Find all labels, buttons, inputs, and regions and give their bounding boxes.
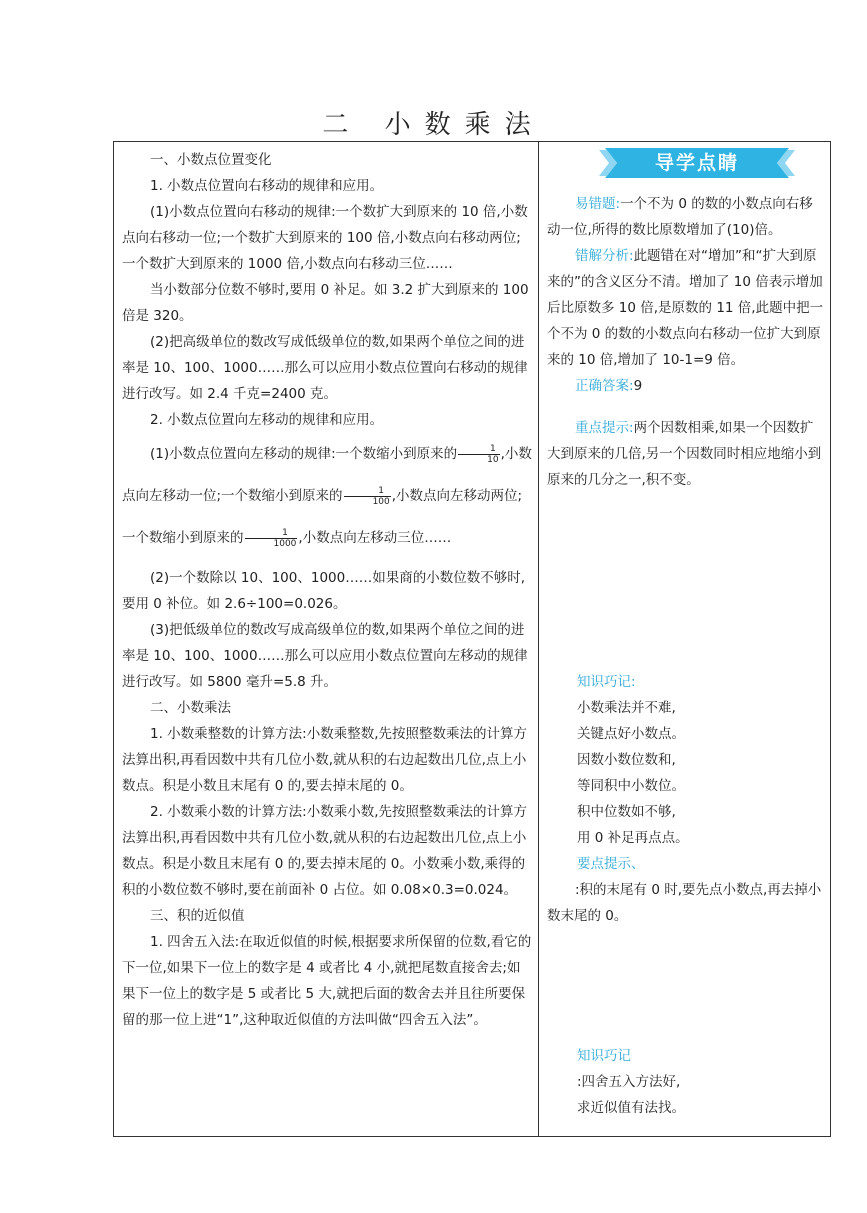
mnemonic-line: 求近似值有法找。 xyxy=(577,1100,685,1116)
correct-answer-label: 正确答案: xyxy=(575,378,634,394)
fraction-1-10: $\frac{1}{10}$ xyxy=(458,444,499,465)
mnemonic-line: 小数乘法并不难, xyxy=(577,700,676,716)
mnemonic-label-1: 知识巧记: xyxy=(577,674,636,690)
fraction-1-100: $\frac{1}{100}$ xyxy=(344,486,391,507)
error-question-text: 一个不为 0 的数的小数点向右移动一位,所得的数比原数增加了(10)倍。 xyxy=(547,196,813,238)
section-heading-3: 三、积的近似值 xyxy=(150,908,245,924)
key-point-text: :积的末尾有 0 时,要先点小数点,再去掉小数末尾的 0。 xyxy=(547,882,822,924)
section-heading-1: 一、小数点位置变化 xyxy=(150,152,272,168)
mnemonic-line: 等同积中小数位。 xyxy=(577,778,685,794)
paragraph-4-part-a: (1)小数点位置向左移动的规律:一个数缩小到原来的 xyxy=(150,446,458,462)
page-title: 二 小数乘法 xyxy=(322,110,545,140)
subheading-2: 2. 小数点位置向左移动的规律和应用。 xyxy=(150,412,384,428)
mnemonic-line: :四舍五入方法好, xyxy=(577,1074,681,1090)
key-tip-label: 重点提示: xyxy=(575,420,634,436)
paragraph-7: 1. 小数乘整数的计算方法:小数乘整数,先按照整数乘法的计算方法算出积,再看因数中共有几位小数,就从积的右边起数出几位,点上小数点。积是小数且末尾有 0 的,要去掉末尾的 0。 xyxy=(122,726,528,794)
tips-column-top xyxy=(547,191,825,493)
correct-answer-value: 9 xyxy=(633,378,643,394)
paragraph-5: (2)一个数除以 10、100、1000……如果商的小数位数不够时,要用 0 补位。如 2.6÷100=0.026。 xyxy=(122,570,526,612)
key-point-label: 要点提示、 xyxy=(577,856,645,872)
mnemonic-line: 关键点好小数点。 xyxy=(577,726,685,742)
error-analysis-text: 此题错在对“增加”和“扩大到原来的”的含义区分不清。增加了 10 倍表示增加后比原数多 10 倍,是原数的 11 倍,此题中把一个不为 0 的数的小数点向右移动一位扩大到原来的 10 倍,增加了 10-1=9 倍。 xyxy=(547,248,824,368)
paragraph-3: (2)把高级单位的数改写成低级单位的数,如果两个单位之间的进率是 10、100、1000……那么可以应用小数点位置向右移动的规律进行改写。如 2.4 千克=2400 克。 xyxy=(122,334,528,402)
error-question-label: 易错题: xyxy=(575,196,621,212)
knowledge-column xyxy=(122,147,532,1033)
mnemonic-label-2: 知识巧记 xyxy=(577,1048,631,1064)
paragraph-4-part-b: ,小数点向左移动一位;一个数缩小到原来的 xyxy=(122,446,532,504)
paragraph-4 xyxy=(122,433,532,559)
paragraph-9: 1. 四舍五入法:在取近似值的时候,根据要求所保留的位数,看它的下一位,如果下一位上的数字是 4 或者比 4 小,就把尾数直接舍去;如果下一位上的数字是 5 或者比 5 大,就把后面的数舍去并且往所要保留的那一位上进“1”,这种取近似值的方法叫做“四舍五入法”。 xyxy=(122,934,532,1028)
paragraph-4-part-d: ,小数点向左移动三位…… xyxy=(298,530,452,546)
paragraph-8: 2. 小数乘小数的计算方法:小数乘小数,先按照整数乘法的计算方法算出积,再看因数中共有几位小数,就从积的右边起数出几位,点上小数点。积是小数且末尾有 0 的,要去掉末尾的 0。小数乘小数,乘得的积的小数位数不够时,要在前面补 0 占位。如 0.08×0.3=0.024。 xyxy=(122,804,528,898)
guide-banner xyxy=(597,146,797,180)
mnemonic-line: 用 0 补足再点点。 xyxy=(577,830,689,846)
subheading-1: 1. 小数点位置向右移动的规律和应用。 xyxy=(150,178,384,194)
column-divider xyxy=(538,141,539,1137)
tips-column-middle xyxy=(547,669,825,929)
mnemonic-line: 积中位数如不够, xyxy=(577,804,676,820)
fraction-1-1000: $\frac{1}{1000}$ xyxy=(245,528,298,549)
paragraph-2: 当小数部分位数不够时,要用 0 补足。如 3.2 扩大到原来的 100 倍是 320。 xyxy=(122,282,529,324)
error-analysis-label: 错解分析: xyxy=(575,248,634,264)
paragraph-1: (1)小数点位置向右移动的规律:一个数扩大到原来的 10 倍,小数点向右移动一位;一个数扩大到原来的 100 倍,小数点向右移动两位;一个数扩大到原来的 1000 倍,小数点向右移动三位…… xyxy=(122,204,528,272)
tips-column-bottom xyxy=(547,1043,825,1121)
key-tip xyxy=(547,415,825,493)
key-tip-text: 两个因数相乘,如果一个因数扩大到原来的几倍,另一个因数同时相应地缩小到原来的几分之一,积不变。 xyxy=(547,420,822,488)
error-question xyxy=(547,191,825,243)
section-heading-2: 二、小数乘法 xyxy=(150,700,231,716)
banner-title: 导学点睛 xyxy=(654,152,739,174)
error-analysis xyxy=(547,243,825,373)
paragraph-6: (3)把低级单位的数改写成高级单位的数,如果两个单位之间的进率是 10、100、1000……那么可以应用小数点位置向左移动的规律进行改写。如 5800 毫升=5.8 升。 xyxy=(122,622,528,690)
mnemonic-line: 因数小数位数和, xyxy=(577,752,676,768)
paragraph-4-part-c: ,小数点向左移动两位;一个数缩小到原来的 xyxy=(122,488,523,546)
correct-answer xyxy=(547,373,825,399)
